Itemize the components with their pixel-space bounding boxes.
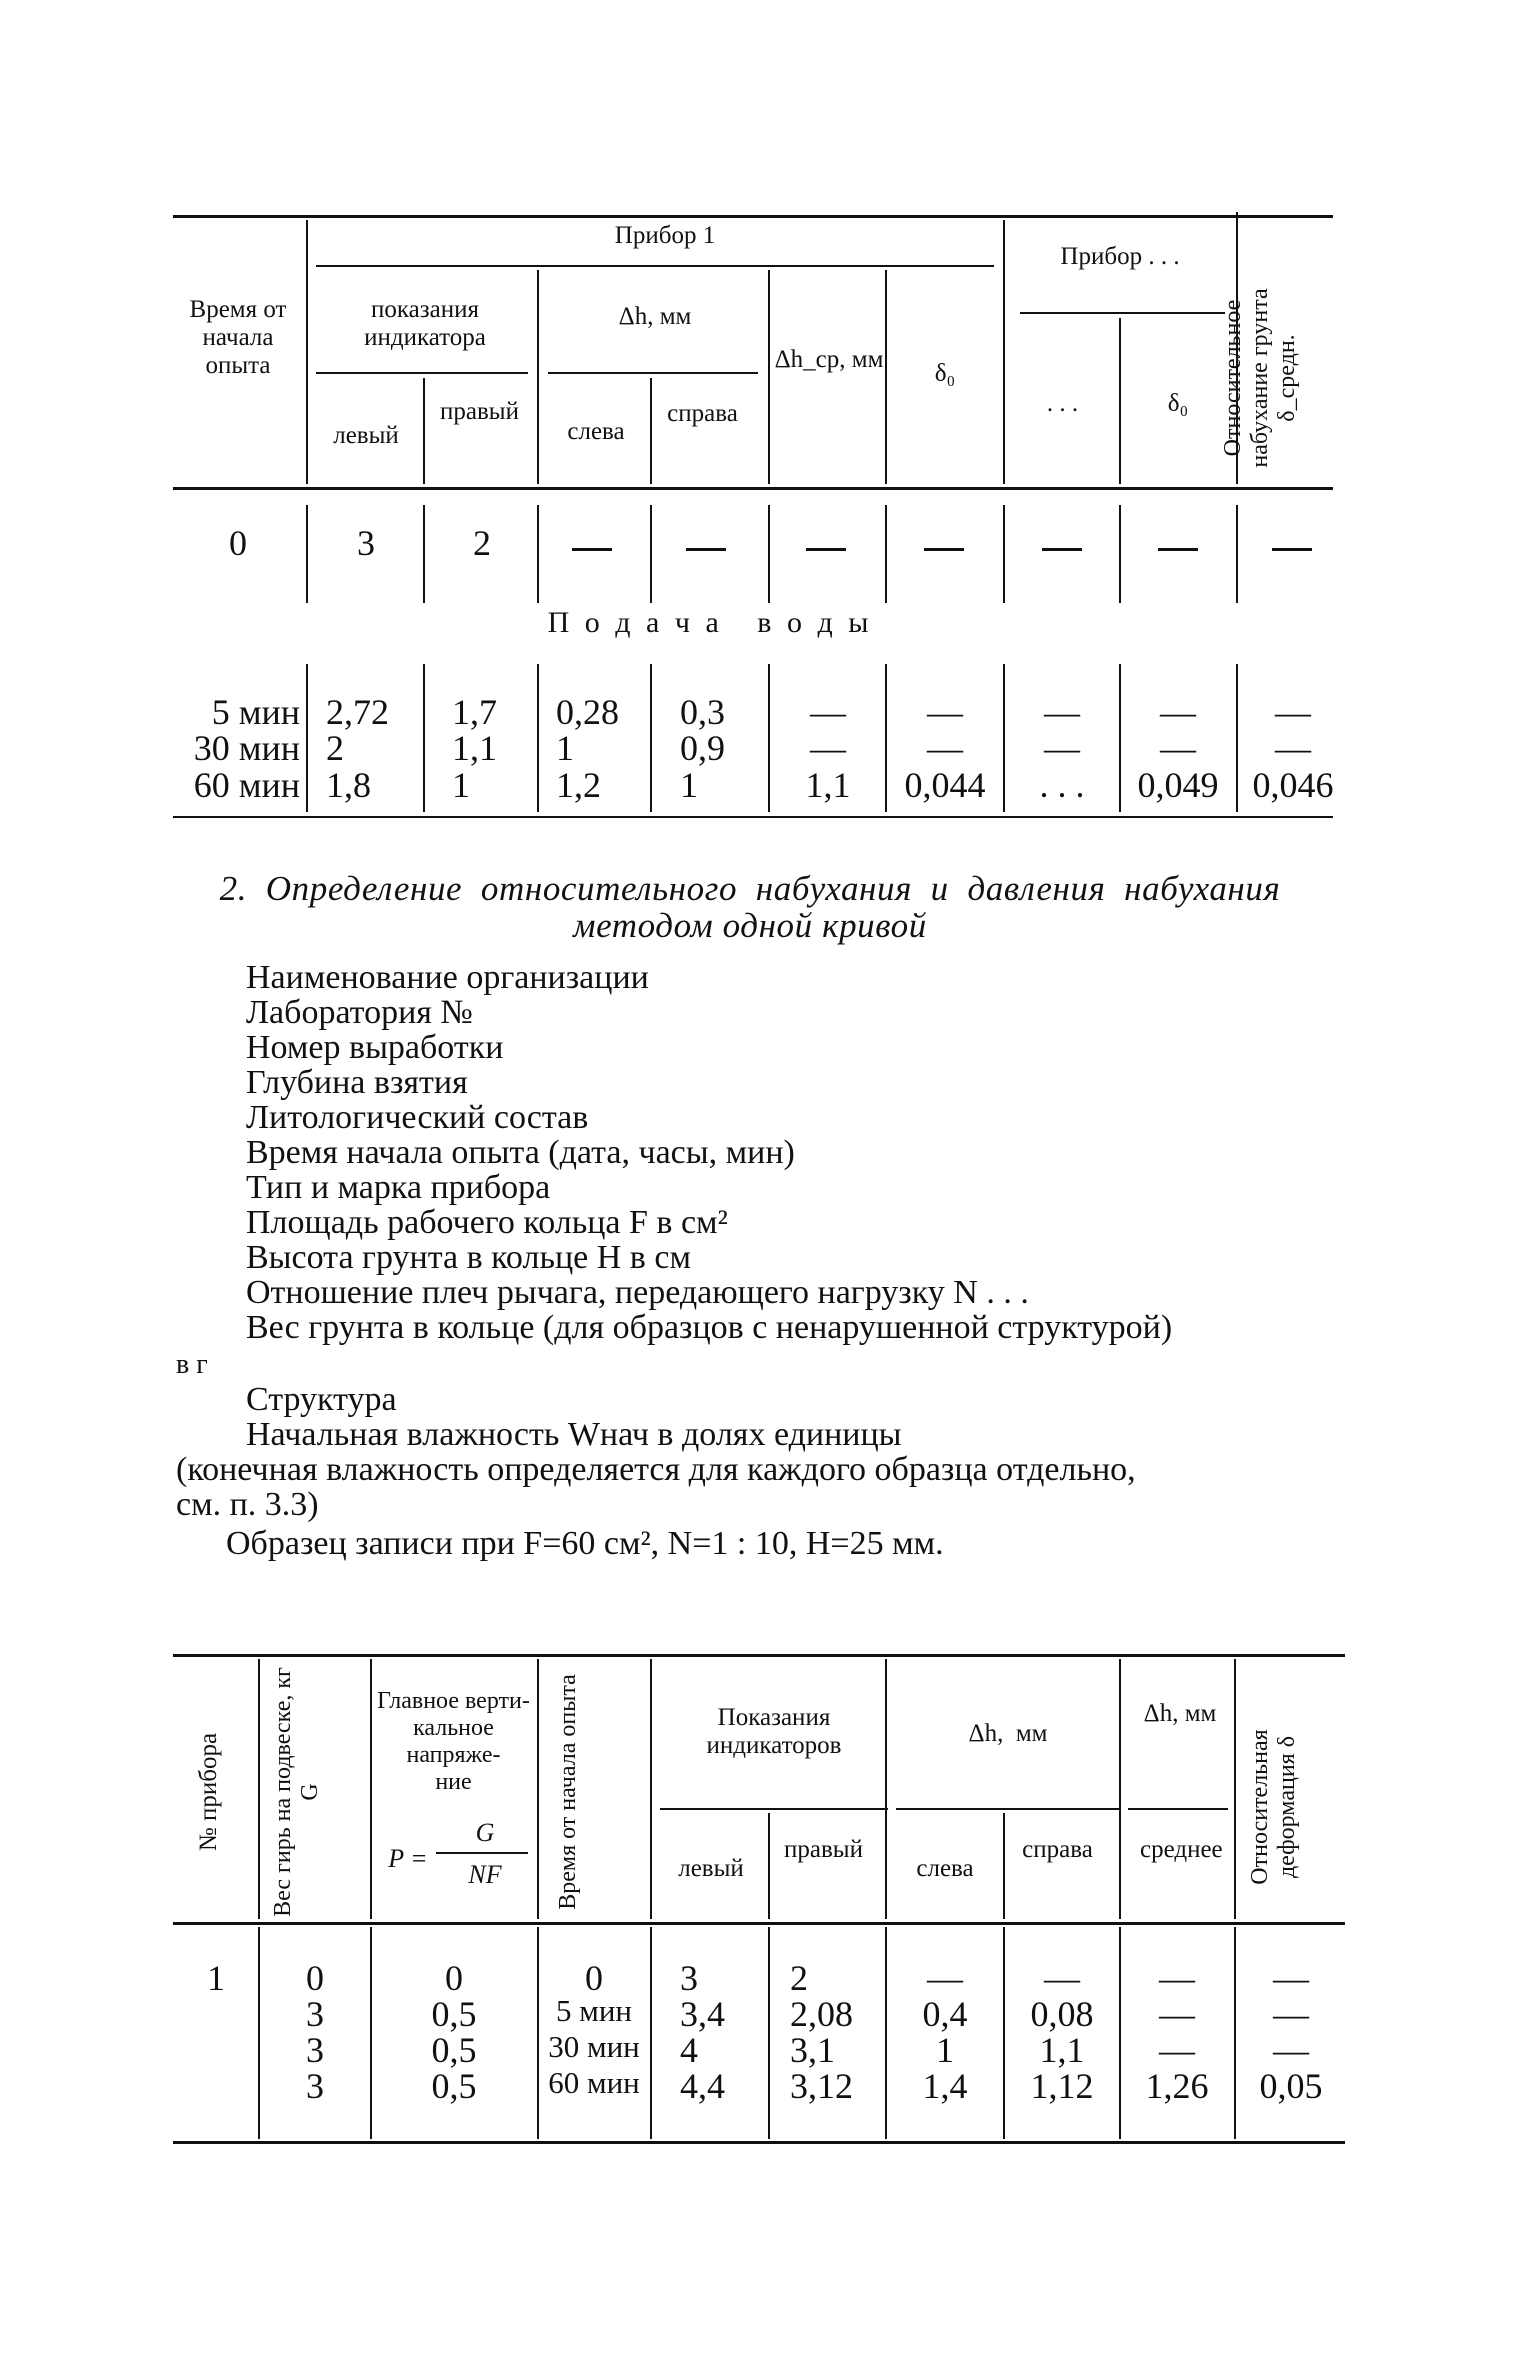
field-lever-ratio: Отношение плеч рычага, передающего нагрузку N . . . — [246, 1274, 1029, 1311]
t2-stress-line1: Главное верти- — [377, 1688, 530, 1714]
t2-cell-left: 3,4 — [680, 1994, 725, 2034]
t2-left-header: левый — [678, 1855, 744, 1882]
t2-cell-weight: 3 — [306, 2066, 324, 2106]
t2-cell-stress: 0,5 — [431, 2030, 477, 2070]
t1-row0-right: 2 — [473, 523, 491, 563]
t1-row0-vline — [537, 505, 539, 603]
t1-delta2-header: δ₀ — [1167, 390, 1189, 417]
t1-vline — [768, 270, 770, 484]
t2-cell-dh-left: 1,4 — [922, 2066, 968, 2106]
t1-cell-dh-right: 0,3 — [680, 692, 725, 732]
t1-cell-right: 1,7 — [452, 692, 497, 732]
t2-vline — [885, 1659, 887, 1919]
t1-cell-time: 30 мин — [193, 728, 300, 768]
t2-stress-line2: кальное — [413, 1715, 494, 1741]
field-device-type: Тип и марка прибора — [246, 1169, 551, 1206]
t1-cell-delta: 0,044 — [904, 765, 986, 805]
t1-row0-dash — [1158, 548, 1198, 551]
t2-vline — [1234, 1659, 1236, 1919]
t2-cell-dh-left: 1 — [936, 2030, 954, 2070]
t1-right-header: правый — [440, 398, 519, 425]
note-line1: (конечная влажность определяется для каждого образца отдельно, — [176, 1451, 1136, 1488]
t2-cell-time: 5 мин — [555, 1993, 633, 2028]
t1-indicator-header: показания индикатора — [364, 296, 486, 351]
t1-cell-dh-right: 1 — [680, 765, 698, 805]
t1-row0-vline — [1236, 505, 1238, 603]
field-lithology: Литологический состав — [246, 1099, 589, 1136]
t2-indicators-header: Показания индикаторов — [706, 1704, 842, 1759]
t2-data-vline — [258, 1927, 260, 2139]
t1-cell-dh-left: 1,2 — [556, 765, 601, 805]
t1-data-vline — [423, 664, 425, 812]
field-soil-weight: Вес грунта в кольце (для образцов с ненарушенной структурой) — [246, 1309, 1173, 1346]
t1-left-header: левый — [333, 422, 399, 449]
t2-data-vline — [768, 1927, 770, 2139]
t1-cell-dh-left: 1 — [556, 728, 574, 768]
t2-cell-dh-right: — — [1044, 1958, 1080, 1998]
t2-formula-bar — [436, 1852, 528, 1854]
t2-vline — [258, 1659, 260, 1919]
t1-cell-left: 2 — [326, 728, 344, 768]
t1-row0-left: 3 — [357, 523, 375, 563]
t2-formula-p: P = — [388, 1844, 428, 1873]
t2-cell-weight: 0 — [306, 1958, 324, 1998]
t1-rule-indicator — [316, 372, 528, 374]
t2-cell-left: 3 — [680, 1958, 698, 1998]
t1-top-rule — [173, 215, 1333, 218]
t2-data-vline — [650, 1927, 652, 2139]
t1-cell-rel: — — [1275, 692, 1311, 732]
t2-avg-header: среднее — [1140, 1836, 1223, 1863]
t2-cell-dh-right: 0,08 — [1030, 1994, 1094, 2034]
field-structure: Структура — [246, 1381, 397, 1418]
t1-cell-avg: — — [810, 692, 846, 732]
t2-cell-right: 2 — [790, 1958, 808, 1998]
t1-time-header: Время от начала опыта — [189, 296, 287, 379]
t2-cell-avg: 1,26 — [1145, 2066, 1209, 2106]
t2-cell-weight: 3 — [306, 1994, 324, 2034]
t1-row0-vline — [1119, 505, 1121, 603]
t1-row0-time: 0 — [229, 523, 247, 563]
t1-cell-left: 1,8 — [326, 765, 371, 805]
t1-vline — [1003, 220, 1005, 484]
t2-top-rule — [173, 1654, 1345, 1657]
t2-vline — [1119, 1659, 1121, 1919]
t2-vline — [650, 1659, 652, 1919]
field-organization: Наименование организации — [246, 959, 649, 996]
t1-dh-avg-header: Δh_ср, мм — [774, 346, 884, 373]
t1-cell-time: 5 мин — [211, 692, 300, 732]
t2-cell-time: 60 мин — [548, 2065, 640, 2100]
t1-cell-avg: — — [810, 728, 846, 768]
t1-row0-vline — [306, 505, 308, 603]
t2-cell-rel: 0,05 — [1259, 2066, 1323, 2106]
t2-device-no-header: № прибора — [195, 1732, 222, 1852]
t1-cell-delta2: — — [1160, 692, 1196, 732]
t1-data-vline — [1119, 664, 1121, 812]
t1-vline — [537, 270, 539, 484]
t1-bottom-rule — [173, 816, 1333, 818]
t1-vline — [306, 220, 308, 484]
t2-cell-right: 3,1 — [790, 2030, 835, 2070]
t1-row0-vline — [423, 505, 425, 603]
t2-cell-stress: 0,5 — [431, 1994, 477, 2034]
t2-rule-dh2 — [1128, 1808, 1228, 1810]
t2-cell-avg: — — [1159, 2030, 1195, 2070]
field-unit-g: в г — [176, 1349, 208, 1380]
t1-cell-right: 1,1 — [452, 728, 497, 768]
t2-cell-rel: — — [1273, 1994, 1309, 2034]
t1-cell-avg: 1,1 — [805, 765, 851, 805]
t2-dh-header: Δh, мм — [968, 1720, 1048, 1747]
t1-rule-dh — [548, 372, 758, 374]
t2-data-vline — [885, 1927, 887, 2139]
t2-cell-dh-right: 1,12 — [1030, 2066, 1094, 2106]
t1-dh-header: Δh, мм — [618, 303, 692, 330]
t2-cell-stress: 0 — [445, 1958, 463, 1998]
t1-data-vline — [885, 664, 887, 812]
t2-vline — [370, 1659, 372, 1919]
t2-cell-time: 0 — [585, 1958, 603, 1998]
t2-cell-time: 30 мин — [548, 2029, 640, 2064]
t1-data-vline — [537, 664, 539, 812]
t2-cell-left: 4 — [680, 2030, 698, 2070]
t1-cell-rel: 0,046 — [1252, 765, 1334, 805]
t1-cell-ellipsis: — — [1044, 728, 1080, 768]
t1-data-vline — [1003, 664, 1005, 812]
t2-cell-avg: — — [1159, 1994, 1195, 2034]
t2-vline — [768, 1813, 770, 1919]
t2-rule-indicators — [660, 1808, 888, 1810]
t1-rel-swelling-header: Относительное набухание грунта δ_средн. — [1220, 288, 1300, 468]
t1-row0-vline — [885, 505, 887, 603]
field-moisture: Начальная влажность Wнач в долях единицы — [246, 1416, 902, 1453]
t1-vline — [650, 378, 652, 484]
t2-cell-rel: — — [1273, 2030, 1309, 2070]
t2-cell-rel: — — [1273, 1958, 1309, 1998]
t2-cell-stress: 0,5 — [431, 2066, 477, 2106]
t1-cell-delta2: 0,049 — [1137, 765, 1219, 805]
t1-row0-dash — [1272, 548, 1312, 551]
t1-cell-delta: — — [927, 692, 963, 732]
t1-water-label: П о д а ч а в о д ы — [547, 606, 873, 639]
t1-cell-dh-right: 0,9 — [680, 728, 725, 768]
t1-data-vline — [768, 664, 770, 812]
t1-ellipsis-header: . . . — [1046, 390, 1079, 417]
t1-dh-left-header: слева — [567, 418, 625, 445]
field-soil-height: Высота грунта в кольце H в см — [246, 1239, 691, 1276]
t1-data-vline — [650, 664, 652, 812]
t2-stress-line3: напряже- — [406, 1742, 501, 1768]
t1-row0-dash — [686, 548, 726, 551]
t1-cell-dh-left: 0,28 — [556, 692, 619, 732]
section-title-line1: 2. Определение относительного набухания и давления набухания — [219, 869, 1281, 908]
field-laboratory: Лаборатория № — [246, 994, 473, 1031]
t2-cell-avg: — — [1159, 1958, 1195, 1998]
t2-time-header: Время от начала опыта — [555, 1674, 581, 1910]
t2-rel-def-header: Относительная деформация δ — [1247, 1729, 1300, 1885]
t1-cell-right: 1 — [452, 765, 470, 805]
t2-cell-right: 3,12 — [790, 2066, 853, 2106]
t1-data-vline — [306, 664, 308, 812]
t2-cell-right: 2,08 — [790, 1994, 853, 2034]
t2-dh2-header: Δh, мм — [1143, 1700, 1217, 1727]
t2-data-vline — [537, 1927, 539, 2139]
t2-rule-dh — [896, 1808, 1120, 1810]
field-depth: Глубина взятия — [246, 1064, 468, 1101]
t1-vline — [885, 270, 887, 484]
t2-vline — [537, 1659, 539, 1919]
t1-cell-time: 60 мин — [193, 765, 300, 805]
t1-row0-vline — [768, 505, 770, 603]
t2-device-no: 1 — [207, 1958, 225, 1998]
t1-header-bottom-rule — [173, 487, 1333, 490]
t2-header-bottom-rule — [173, 1922, 1345, 1925]
t1-delta-header: δ₀ — [934, 360, 956, 387]
t1-vline — [1119, 318, 1121, 484]
t1-row0-vline — [1003, 505, 1005, 603]
t1-cell-delta: — — [927, 728, 963, 768]
t1-vline — [423, 378, 425, 484]
section-title-line2: методом одной кривой — [573, 906, 927, 945]
field-ring-area: Площадь рабочего кольца F в см² — [246, 1204, 728, 1241]
t2-bottom-rule — [173, 2141, 1345, 2144]
t2-cell-dh-left: — — [927, 1958, 963, 1998]
t2-cell-left: 4,4 — [680, 2066, 725, 2106]
t2-data-vline — [1003, 1927, 1005, 2139]
t1-cell-ellipsis: . . . — [1039, 765, 1085, 805]
t1-row0-dash — [806, 548, 846, 551]
t2-vline — [1003, 1813, 1005, 1919]
t1-row0-dash — [924, 548, 964, 551]
t2-cell-dh-left: 0,4 — [922, 1994, 968, 2034]
t1-cell-ellipsis: — — [1044, 692, 1080, 732]
t1-row0-vline — [650, 505, 652, 603]
t1-row0-dash — [572, 548, 612, 551]
t2-stress-line4: ние — [435, 1769, 472, 1795]
t2-data-vline — [1234, 1927, 1236, 2139]
t2-cell-weight: 3 — [306, 2030, 324, 2070]
field-excavation: Номер выработки — [246, 1029, 504, 1066]
t2-formula-den: NF — [468, 1860, 502, 1889]
t1-device1-header: Прибор 1 — [614, 222, 716, 249]
note-line2: см. п. 3.3) — [176, 1486, 319, 1523]
t1-cell-rel: — — [1275, 728, 1311, 768]
t1-rule-device1 — [316, 265, 994, 267]
t2-weight-header: Вес гирь на подвеске, кг G — [270, 1667, 323, 1917]
t2-right-header: правый — [784, 1836, 863, 1863]
t2-formula-num: G — [475, 1818, 495, 1847]
t2-cell-dh-right: 1,1 — [1039, 2030, 1085, 2070]
sample-line: Образец записи при F=60 см², N=1 : 10, H=25 мм. — [226, 1525, 944, 1562]
t2-data-vline — [370, 1927, 372, 2139]
t2-data-vline — [1119, 1927, 1121, 2139]
t1-cell-delta2: — — [1160, 728, 1196, 768]
t1-rule-device2 — [1020, 312, 1225, 314]
t1-dh-right-header: справа — [667, 400, 738, 427]
t2-dh-left-header: слева — [916, 1855, 974, 1882]
t1-device-more-header: Прибор . . . — [1060, 243, 1180, 270]
field-start-time: Время начала опыта (дата, часы, мин) — [246, 1134, 795, 1171]
t1-cell-left: 2,72 — [326, 692, 389, 732]
t1-row0-dash — [1042, 548, 1082, 551]
t2-dh-right-header: справа — [1022, 1836, 1093, 1863]
